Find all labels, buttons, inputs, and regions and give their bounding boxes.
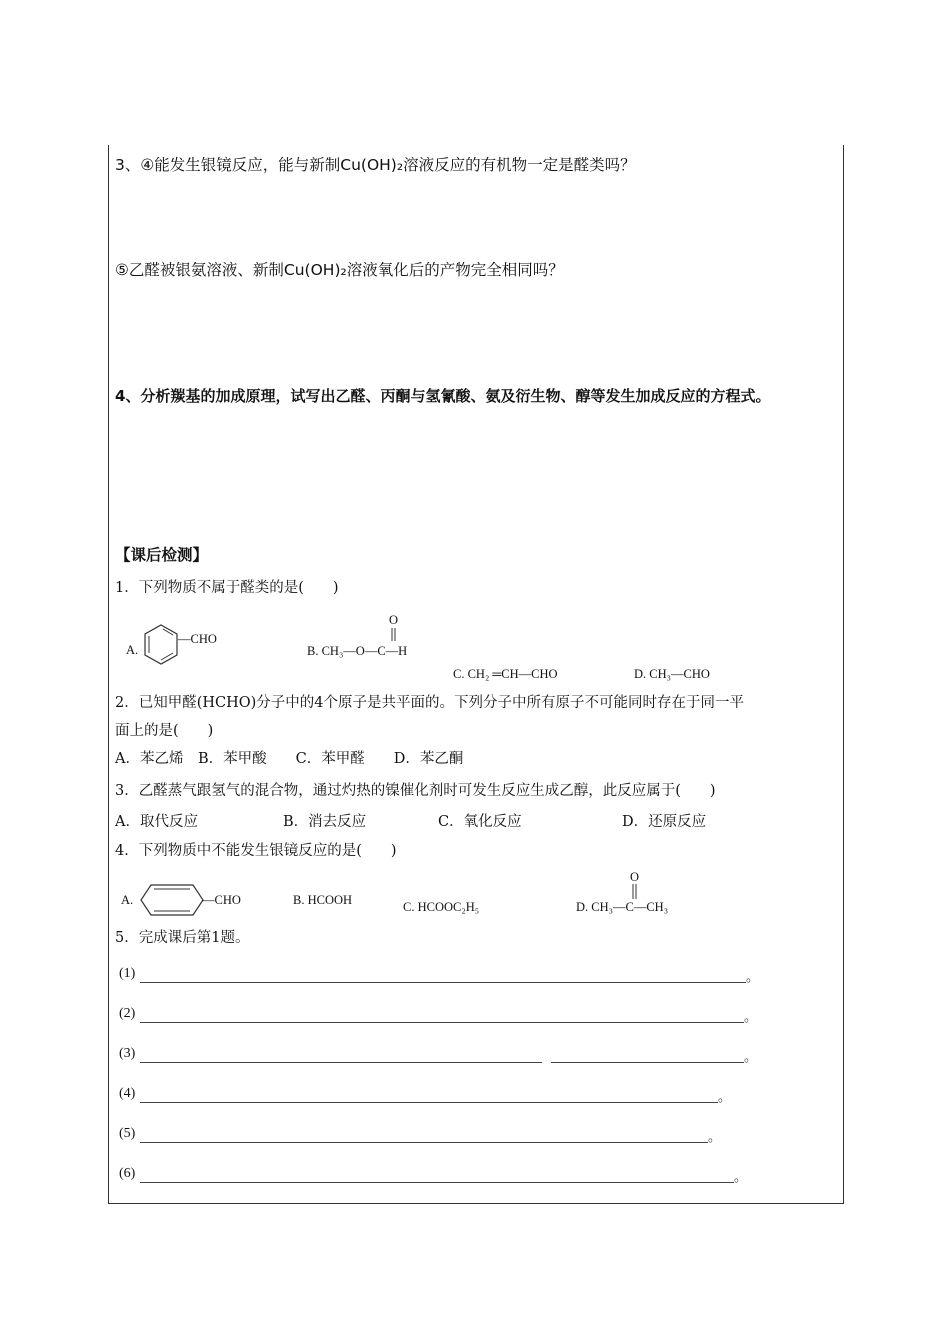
answer-label-5: (5) (119, 1126, 136, 1141)
e4-option-d-oxygen: O (630, 870, 640, 884)
answer-end-2: 。 (744, 1010, 758, 1025)
e4-option-a-label: A. (121, 893, 134, 907)
exercise-2-line1: 2．已知甲醛(HCHO)分子中的4个原子是共平面的。下列分子中所有原子不可能同时存在于同一平 (115, 695, 745, 711)
exercise-2-options: A．苯乙烯 B．苯甲酸 C．苯甲醛 D．苯乙酮 (115, 751, 464, 767)
e1-option-d: D. CH₃—CHO (634, 667, 710, 681)
answer-end-3: 。 (744, 1050, 758, 1065)
answer-line-4[interactable] (140, 1102, 718, 1103)
answer-line-2[interactable] (140, 1022, 744, 1023)
answer-end-6: 。 (734, 1170, 748, 1185)
e1-option-b: B. CH₃—O—C—H (307, 644, 408, 658)
e3-option-b: B．消去反应 (283, 814, 367, 830)
section-title: 【课后检测】 (115, 546, 209, 564)
e4-option-a-group: —CHO (202, 893, 241, 907)
double-bond-icon (388, 628, 400, 642)
exercise-3: 3．乙醛蒸气跟氢气的混合物，通过灼热的镍催化剂时可发生反应生成乙醇，此反应属于( ) (115, 783, 716, 799)
answer-line-3b[interactable] (551, 1062, 744, 1063)
answer-end-5: 。 (708, 1130, 722, 1145)
exercise-5: 5．完成课后第1题。 (115, 930, 250, 946)
exercise-4: 4．下列物质中不能发生银镜反应的是( ) (115, 843, 397, 859)
exercise-2-line2: 面上的是( ) (115, 723, 214, 739)
answer-line-1[interactable] (140, 982, 746, 983)
e3-option-d: D．还原反应 (622, 814, 707, 830)
question-4: 4、分析羰基的加成原理，试写出乙醛、丙酮与氢氰酸、氨及衍生物、醇等发生加成反应的方程式。 (115, 387, 771, 405)
answer-label-6: (6) (119, 1166, 136, 1181)
exercise-1: 1．下列物质不属于醛类的是( ) (115, 580, 339, 596)
e1-option-a-group: —CHO (178, 632, 217, 646)
e4-option-b: B. HCOOH (293, 893, 353, 907)
answer-label-2: (2) (119, 1006, 136, 1021)
answer-end-1: 。 (746, 970, 760, 985)
answer-line-6[interactable] (140, 1182, 734, 1183)
e1-option-b-oxygen: O (389, 613, 399, 627)
answer-end-4: 。 (718, 1090, 732, 1105)
answer-label-4: (4) (119, 1086, 136, 1101)
e1-option-a-label: A. (126, 643, 139, 657)
e4-option-c: C. HCOOC₂H₅ (403, 900, 480, 914)
e3-option-c: C．氧化反应 (438, 814, 522, 830)
question-3-part4: 3、④能发生银镜反应，能与新制Cu(OH)₂溶液反应的有机物一定是醛类吗？ (115, 156, 636, 174)
double-bond-icon (630, 884, 642, 900)
benzene-ring-icon (142, 622, 180, 668)
e3-option-a: A．取代反应 (115, 814, 198, 830)
answer-label-1: (1) (119, 966, 136, 981)
answer-line-5[interactable] (140, 1142, 708, 1143)
e1-option-c: C. CH₂ ═CH—CHO (453, 667, 558, 681)
answer-label-3: (3) (119, 1046, 136, 1061)
e4-option-d: D. CH₃—C—CH₃ (576, 900, 669, 914)
answer-line-3a[interactable] (140, 1062, 542, 1063)
benzene-ring-icon (139, 883, 205, 917)
question-3-part5: ⑤乙醛被银氨溶液、新制Cu(OH)₂溶液氧化后的产物完全相同吗？ (115, 261, 564, 279)
